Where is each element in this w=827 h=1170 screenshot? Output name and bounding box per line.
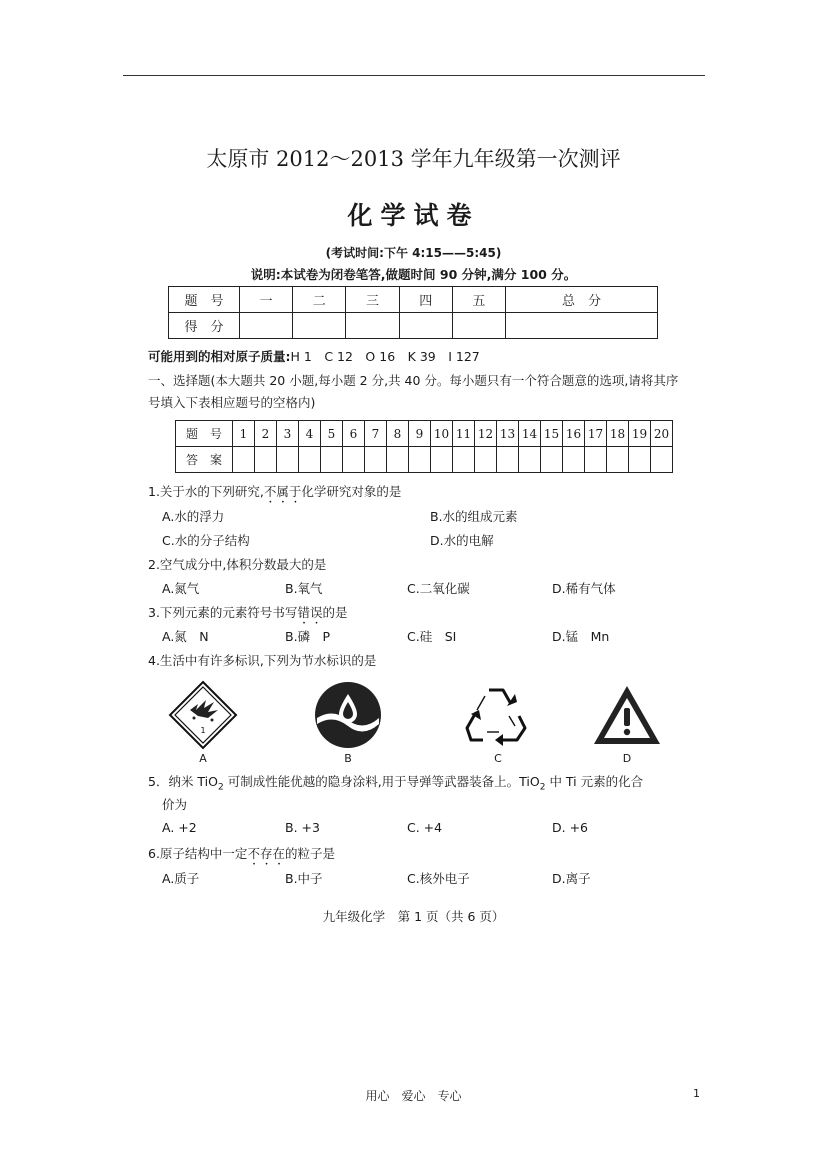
top-rule (123, 75, 705, 76)
answer-cell[interactable] (519, 447, 541, 473)
q5-subscript: 2 (218, 782, 224, 793)
q3-option-a[interactable]: A.氮 N (162, 629, 209, 644)
answer-number-cell: 9 (409, 421, 431, 447)
q2-option-b[interactable]: B.氧气 (285, 581, 323, 596)
q1-stem-post: 化学研究对象的是 (301, 484, 402, 499)
q3-stem (148, 603, 347, 627)
q5-stem-part3: 中 Ti 元素的化合 (545, 774, 644, 789)
answer-table-number-row (176, 421, 673, 447)
q3-option-b[interactable]: B.磷 P (285, 629, 331, 644)
atomic-mass-values: H 1 C 12 O 16 K 39 I 127 (290, 349, 480, 364)
q6-stem (148, 844, 335, 868)
answer-cell[interactable] (387, 447, 409, 473)
answer-number-cell: 14 (519, 421, 541, 447)
q6-stem-pre: 6.原子结构中一定 (148, 846, 248, 861)
exam-time: (考试时间:下午 4:15——5:45) (325, 246, 502, 260)
score-header-cell: 三 (346, 287, 399, 313)
q5-stem (148, 772, 643, 793)
exam-title: 太原市 2012～2013 学年九年级第一次测评 (206, 147, 621, 171)
atomic-mass-label: 可能用到的相对原子质量: (148, 349, 291, 364)
answer-cell[interactable] (629, 447, 651, 473)
score-cell[interactable] (506, 313, 658, 339)
q4-label-a: A (199, 752, 207, 765)
answer-number-cell: 2 (255, 421, 277, 447)
answer-number-cell: 4 (299, 421, 321, 447)
answer-table (175, 420, 673, 473)
q1-option-b[interactable]: B.水的组成元素 (430, 509, 518, 524)
icon-a-number: 1 (200, 726, 206, 735)
answer-cell[interactable] (651, 447, 673, 473)
score-row-label: 得 分 (169, 313, 240, 339)
answer-cell[interactable] (299, 447, 321, 473)
q5-option-a[interactable]: A. +2 (162, 820, 197, 835)
score-cell[interactable] (240, 313, 293, 339)
q5-stem-part2: 可制成性能优越的隐身涂料,用于导弹等武器装备上。TiO (223, 774, 540, 789)
q3-stem-pre: 3.下列元素的元素符号书写 (148, 605, 298, 620)
answer-number-cell: 6 (343, 421, 365, 447)
answer-number-cell: 18 (607, 421, 629, 447)
q3-stem-post: 的是 (322, 605, 348, 620)
q1-option-c[interactable]: C.水的分子结构 (162, 533, 250, 548)
recycle-icon[interactable] (463, 682, 529, 748)
exam-notice: 说明:本试卷为闭卷笔答,做题时间 90 分钟,满分 100 分。 (250, 267, 577, 282)
score-cell[interactable] (293, 313, 346, 339)
answer-cell[interactable] (255, 447, 277, 473)
answer-cell[interactable] (541, 447, 563, 473)
q3-stem-emphasis: 错误 (297, 605, 323, 620)
answer-number-cell: 20 (651, 421, 673, 447)
subject-title: 化学试卷 (347, 201, 480, 230)
answer-number-cell: 3 (277, 421, 299, 447)
section1-instructions: 一、选择题(本大题共 20 小题,每小题 2 分,共 40 分。每小题只有一个符合题意的选项,请将其序号填入下表相应题号的空格内) (148, 373, 679, 410)
q6-stem-emphasis: 不存在 (247, 846, 285, 861)
q5-option-b[interactable]: B. +3 (285, 820, 320, 835)
q3-option-c[interactable]: C.硅 SI (407, 629, 457, 644)
q5-stem-continuation: 价为 (162, 797, 188, 812)
page-number: 1 (693, 1087, 700, 1100)
answer-number-cell: 12 (475, 421, 497, 447)
q6-option-a[interactable]: A.质子 (162, 871, 200, 886)
q1-stem-pre: 1.关于水的下列研究, (148, 484, 264, 499)
answer-number-cell: 1 (233, 421, 255, 447)
answer-number-cell: 19 (629, 421, 651, 447)
score-header-cell: 题 号 (169, 287, 240, 313)
score-header-cell: 五 (452, 287, 505, 313)
score-header-cell: 一 (240, 287, 293, 313)
q2-stem: 2.空气成分中,体积分数最大的是 (148, 557, 327, 572)
q5-option-c[interactable]: C. +4 (407, 820, 443, 835)
q1-stem-emphasis: 不属于 (263, 484, 302, 499)
score-cell[interactable] (399, 313, 452, 339)
answer-cell[interactable] (277, 447, 299, 473)
q1-option-d[interactable]: D.水的电解 (430, 533, 494, 548)
q4-stem: 4.生活中有许多标识,下列为节水标识的是 (148, 653, 377, 668)
answer-number-cell: 7 (365, 421, 387, 447)
q6-option-b[interactable]: B.中子 (285, 871, 323, 886)
q5-stem-part1: 5．纳米 TiO (148, 774, 218, 789)
q2-option-d[interactable]: D.稀有气体 (552, 581, 616, 596)
q6-option-d[interactable]: D.离子 (552, 871, 591, 886)
q4-label-b: B (344, 752, 352, 765)
page-info: 九年级化学 第 1 页（共 6 页） (322, 909, 505, 924)
answer-cell[interactable] (233, 447, 255, 473)
q1-option-a[interactable]: A.水的浮力 (162, 509, 225, 524)
score-table-header-row (169, 287, 658, 313)
q6-option-c[interactable]: C.核外电子 (407, 871, 470, 886)
q2-option-c[interactable]: C.二氧化碳 (407, 581, 470, 596)
answer-table-answer-row (176, 447, 673, 473)
q6-stem-post: 的粒子是 (284, 846, 335, 861)
answer-number-cell: 13 (497, 421, 519, 447)
score-cell[interactable] (346, 313, 399, 339)
score-header-cell: 四 (399, 287, 452, 313)
answer-number-cell: 16 (563, 421, 585, 447)
answer-cell[interactable] (409, 447, 431, 473)
answer-number-cell: 5 (321, 421, 343, 447)
answer-cell[interactable] (321, 447, 343, 473)
answer-number-cell: 10 (431, 421, 453, 447)
score-table-score-row (169, 313, 658, 339)
explosive-hazard-icon[interactable] (168, 680, 238, 750)
answer-number-cell: 8 (387, 421, 409, 447)
answer-cell[interactable] (607, 447, 629, 473)
score-header-cell: 二 (293, 287, 346, 313)
answer-cell[interactable] (365, 447, 387, 473)
score-header-cell: 总 分 (506, 287, 658, 313)
answer-number-cell: 11 (453, 421, 475, 447)
q3-option-d[interactable]: D.锰 Mn (552, 629, 610, 644)
answer-cell[interactable] (497, 447, 519, 473)
answer-cell[interactable] (563, 447, 585, 473)
atomic-mass-line (148, 347, 480, 365)
answer-number-cell: 17 (585, 421, 607, 447)
answer-cell[interactable] (343, 447, 365, 473)
answer-cell[interactable] (431, 447, 453, 473)
score-table (168, 286, 658, 339)
q5-option-d[interactable]: D. +6 (552, 820, 588, 835)
q4-label-c: C (494, 752, 502, 765)
water-saving-icon[interactable] (313, 680, 383, 750)
answer-number-cell: 15 (541, 421, 563, 447)
q5-subscript: 2 (539, 782, 546, 793)
warning-icon[interactable] (592, 684, 662, 746)
answer-header-label: 题 号 (176, 421, 233, 447)
q1-stem (148, 482, 401, 506)
answer-row-label: 答 案 (176, 447, 233, 473)
q2-option-a[interactable]: A.氮气 (162, 581, 200, 596)
answer-cell[interactable] (453, 447, 475, 473)
answer-cell[interactable] (475, 447, 497, 473)
q4-label-d: D (622, 752, 632, 765)
footer-motto: 用心 爱心 专心 (365, 1089, 462, 1103)
answer-cell[interactable] (585, 447, 607, 473)
score-cell[interactable] (452, 313, 505, 339)
